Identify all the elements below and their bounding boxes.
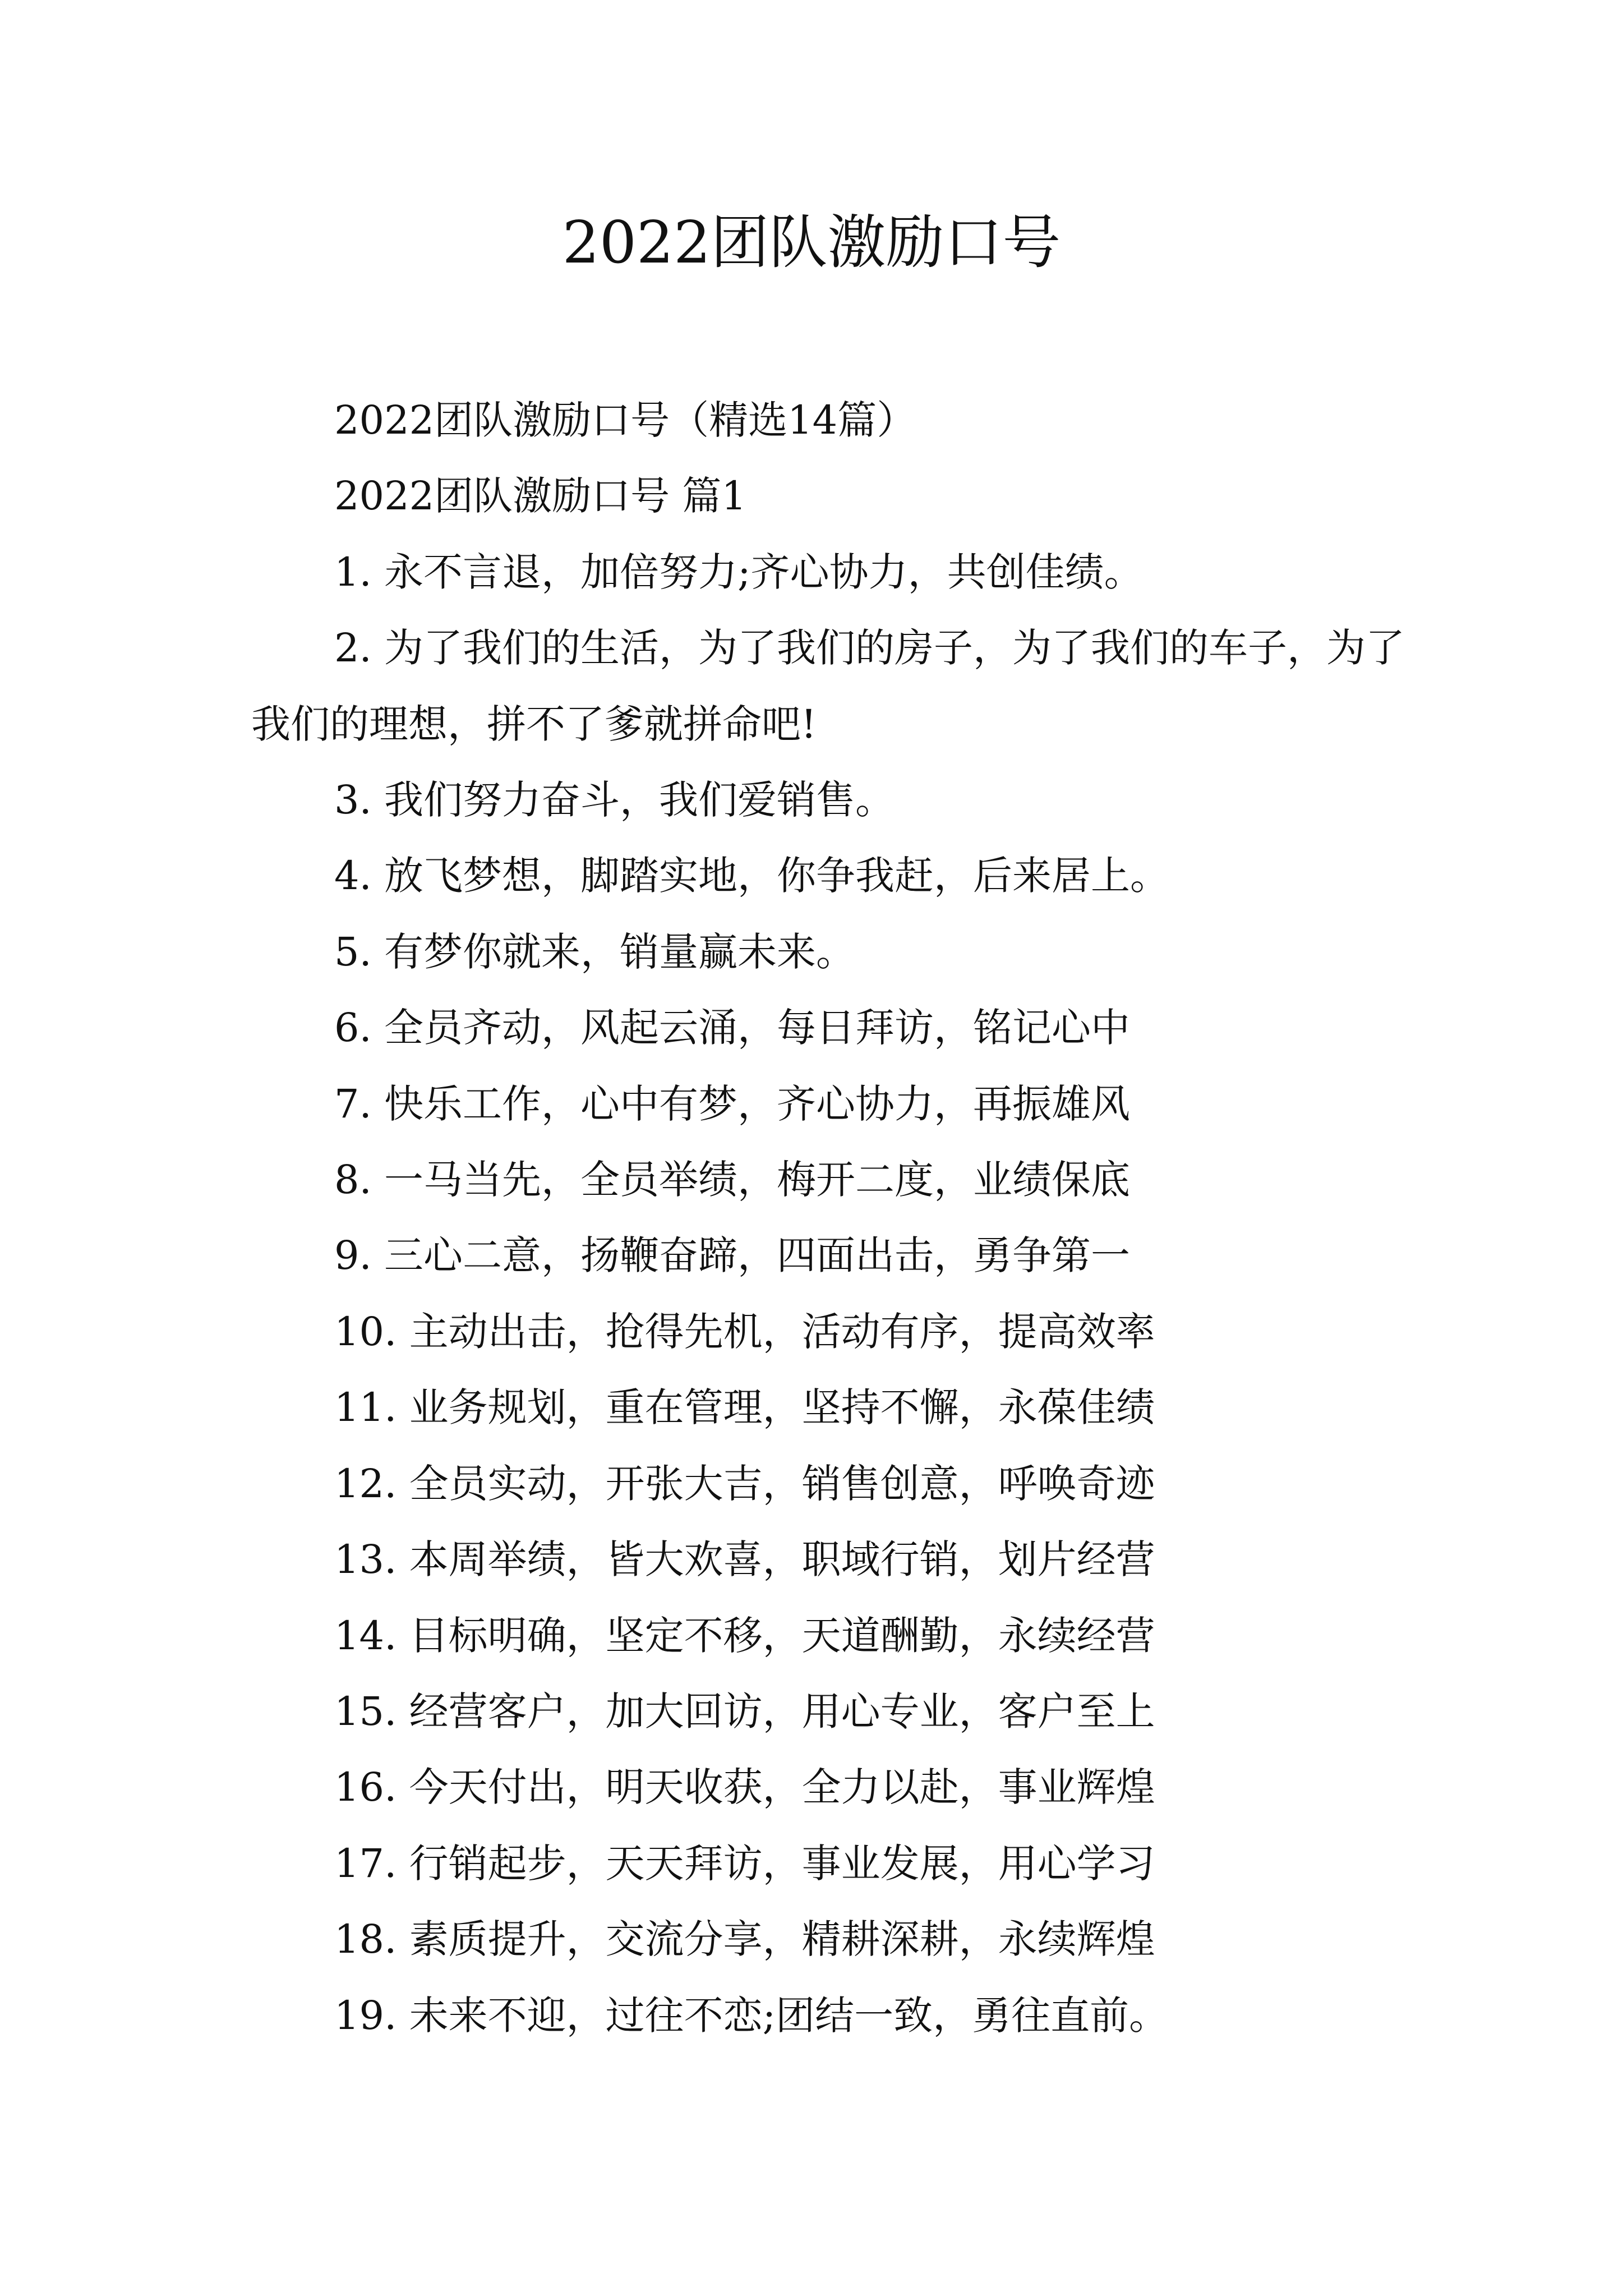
slogan-item: 17. 行销起步，天天拜访，事业发展，用心学习 [334,1840,1155,1887]
slogan-item: 7. 快乐工作，心中有梦，齐心协力，再振雄风 [334,1080,1131,1127]
document-body [251,383,1407,2054]
slogan-item: 3. 我们努力奋斗，我们爱销售。 [334,777,895,823]
slogan-item: 16. 今天付出，明天收获，全力以赴，事业辉煌 [334,1764,1155,1811]
slogan-item: 6. 全员齐动，风起云涌，每日拜访，铭记心中 [334,1005,1131,1051]
slogan-item: 19. 未来不迎，过往不恋;团结一致，勇往直前。 [334,1992,1169,2039]
slogan-item: 18. 素质提升，交流分享，精耕深耕，永续辉煌 [334,1916,1155,1963]
slogan-item: 13. 本周举绩，皆大欢喜，职域行销，划片经营 [334,1536,1155,1583]
document-title: 2022团队激励口号 [562,208,1061,277]
slogan-item: 8. 一马当先，全员举绩，梅开二度，业绩保底 [334,1157,1131,1203]
document-subtitle: 2022团队激励口号（精选14篇） [334,397,916,443]
slogan-item: 1. 永不言退，加倍努力;齐心协力，共创佳绩。 [334,549,1144,595]
slogan-item: 12. 全员实动，开张大吉，销售创意，呼唤奇迹 [334,1460,1155,1507]
slogan-item: 14. 目标明确，坚定不移，天道酬勤，永续经营 [334,1612,1155,1659]
slogan-item: 10. 主动出击，抢得先机，活动有序，提高效率 [334,1308,1155,1355]
slogan-item: 9. 三心二意，扬鞭奋蹄，四面出击，勇争第一 [334,1232,1131,1279]
slogan-item: 4. 放飞梦想，脚踏实地，你争我赶，后来居上。 [334,853,1170,899]
section-heading: 2022团队激励口号 篇1 [334,473,746,519]
slogan-item: 15. 经营客户，加大回访，用心专业，客户至上 [334,1688,1155,1734]
slogan-item: 2. 为了我们的生活，为了我们的房子，为了我们的车子，为了我们的理想，拼不了爹就拼命吧! [251,625,1405,747]
slogan-item: 5. 有梦你就来，销量赢未来。 [334,928,856,975]
slogan-item: 11. 业务规划，重在管理，坚持不懈，永葆佳绩 [334,1384,1155,1431]
